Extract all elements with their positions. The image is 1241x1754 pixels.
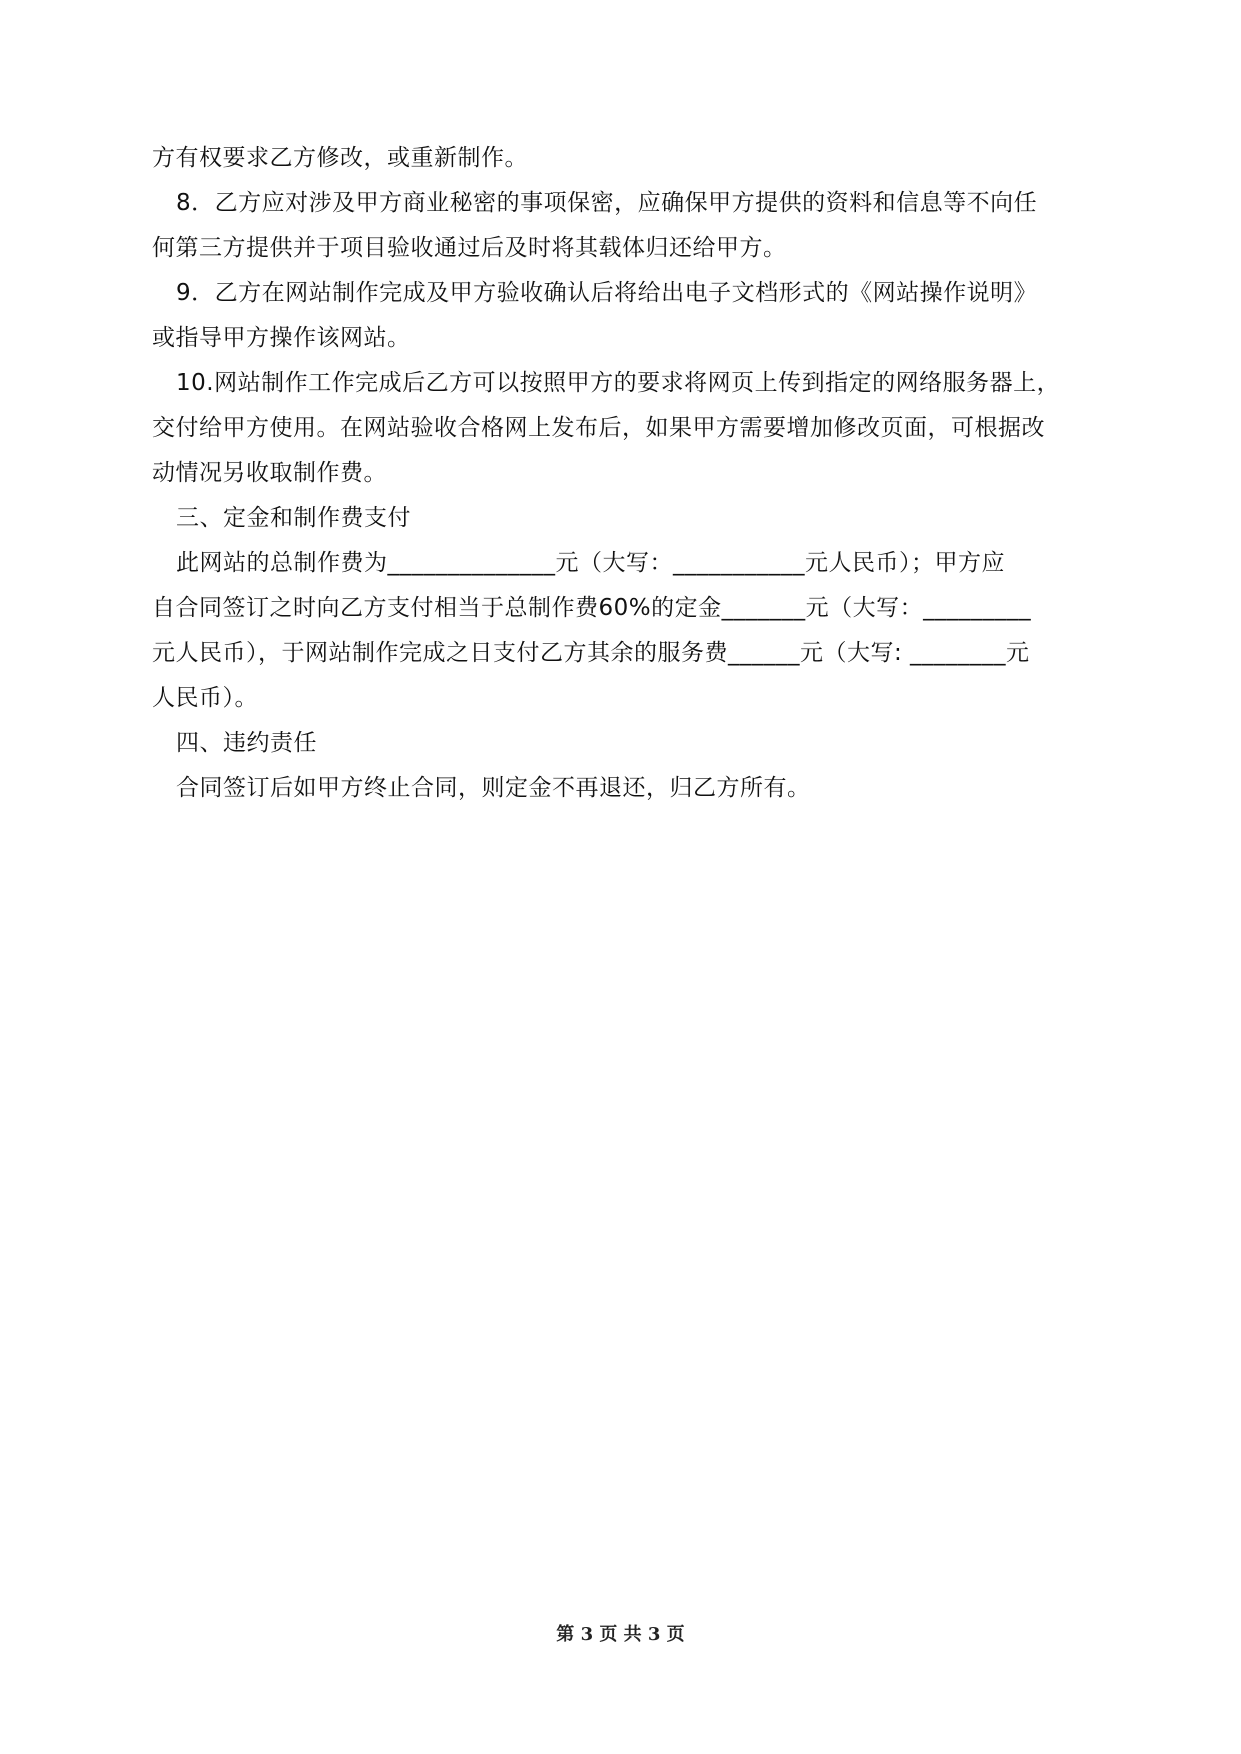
page-number-footer: 第 3 页 共 3 页 [556, 1624, 685, 1645]
paragraph-line: 10.网站制作工作完成后乙方可以按照甲方的要求将网页上传到指定的网络服务器上， [176, 370, 1061, 396]
paragraph-line: 9．乙方在网站制作完成及甲方验收确认后将给出电子文档形式的《网站操作说明》 [176, 280, 1038, 306]
paragraph-line: 自合同签订之时向乙方支付相当于总制作费60%的定金_______元（大写：_________ [152, 595, 1032, 621]
paragraph-line: 合同签订后如甲方终止合同，则定金不再退还，归乙方所有。 [176, 775, 811, 801]
paragraph-line: 元人民币），于网站制作完成之日支付乙方其余的服务费______元（大写: ________元 [152, 640, 1030, 666]
paragraph-line: 或指导甲方操作该网站。 [152, 325, 411, 351]
section-heading: 三、定金和制作费支付 [176, 505, 411, 531]
paragraph-line: 交付给甲方使用。在网站验收合格网上发布后，如果甲方需要增加修改页面，可根据改 [152, 415, 1045, 441]
paragraph-line: 此网站的总制作费为______________元（大写：___________元人民币）；甲方应 [176, 550, 1005, 576]
paragraph-line: 何第三方提供并于项目验收通过后及时将其载体归还给甲方。 [152, 235, 787, 261]
paragraph-line: 人民币）。 [152, 685, 258, 711]
paragraph-line: 动情况另收取制作费。 [152, 460, 387, 486]
section-heading: 四、违约责任 [176, 730, 317, 756]
paragraph-line: 方有权要求乙方修改，或重新制作。 [152, 145, 528, 171]
paragraph-line: 8．乙方应对涉及甲方商业秘密的事项保密，应确保甲方提供的资料和信息等不向任 [176, 190, 1038, 216]
